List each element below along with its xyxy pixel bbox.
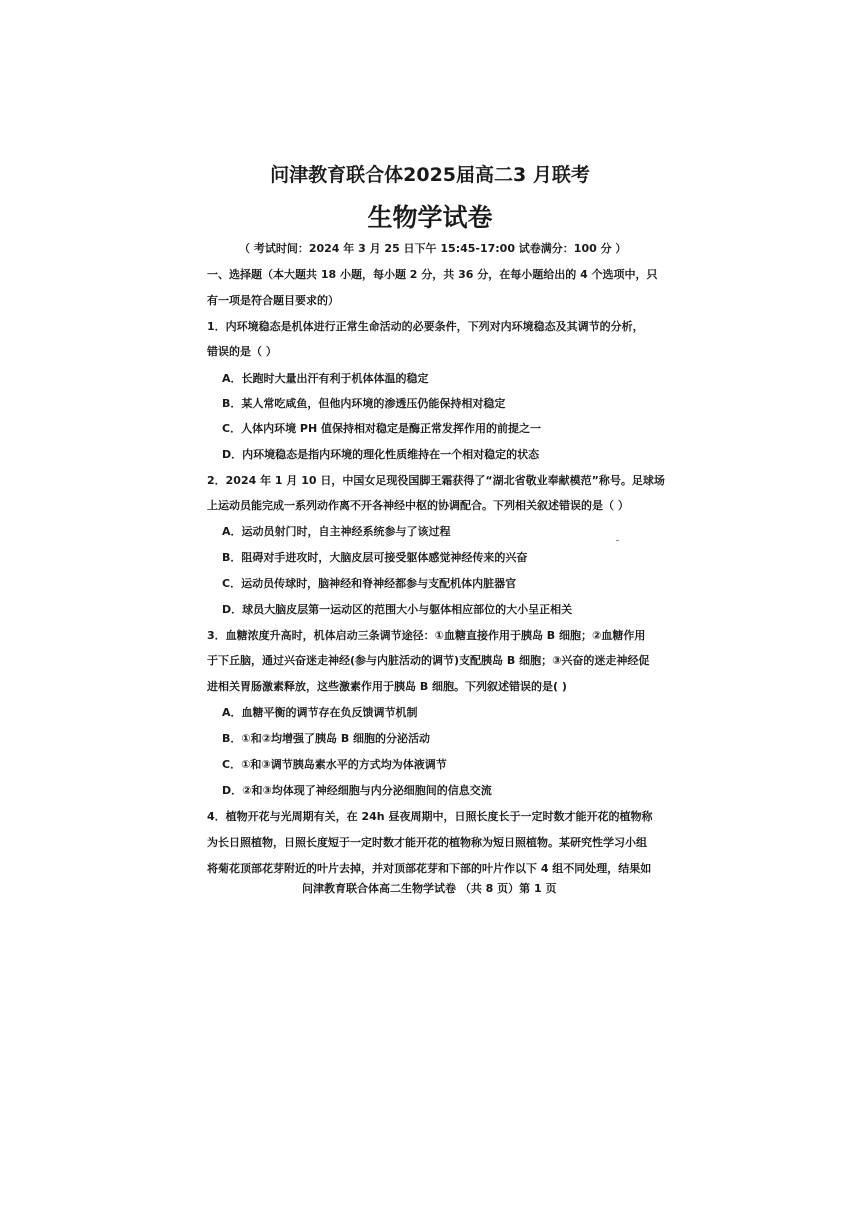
exam-title: 问津教育联合体2025届高二3 月联考: [270, 164, 590, 186]
question-2-option-d: D．球员大脑皮层第一运动区的范围大小与躯体相应部位的大小呈正相关: [222, 603, 573, 616]
question-3-option-d: D．②和③均体现了神经细胞与内分泌细胞间的信息交流: [222, 784, 492, 797]
question-3-option-b: B．①和②均增强了胰岛 B 细胞的分泌活动: [222, 732, 431, 745]
page-footer: 问津教育联合体高二生物学试卷 （共 8 页）第 1 页: [302, 882, 557, 895]
question-4-stem-line-2: 为长日照植物，日照长度短于一定时数才能开花的植物称为短日照植物。某研究性学习小组: [207, 836, 647, 849]
exam-subtitle: 生物学试卷: [367, 203, 493, 232]
question-1-option-d: D．内环境稳态是指内环境的理化性质维持在一个相对稳定的状态: [222, 448, 540, 461]
question-1-stem-line-2: 错误的是（ ）: [207, 345, 277, 358]
exam-info: （ 考试时间：2024 年 3 月 25 日下午 15:45-17:00 试卷满分：100 分 ）: [239, 242, 627, 255]
question-3-option-c: C．①和③调节胰岛素水平的方式均为体液调节: [222, 758, 447, 771]
question-4-stem-line-1: 4．植物开花与光周期有关，在 24h 昼夜周期中，日照长度长于一定时数才能开花的植物称: [207, 810, 653, 823]
section-heading-line-2: 有一项是符合题目要求的）: [207, 294, 339, 307]
question-1-stem-line-1: 1．内环境稳态是机体进行正常生命活动的必要条件，下列对内环境稳态及其调节的分析，: [207, 320, 644, 333]
question-3-option-a: A．血糖平衡的调节存在负反馈调节机制: [222, 706, 418, 719]
scan-speck: [616, 540, 619, 541]
question-2-stem-line-1: 2．2024 年 1 月 10 日，中国女足现役国脚王霜获得了“湖北省敬业奉献模范”称号。足球场: [207, 474, 665, 487]
question-2-option-a: A．运动员射门时，自主神经系统参与了该过程: [222, 525, 451, 538]
question-3-stem-line-3: 进相关胃肠激素释放，这些激素作用于胰岛 B 细胞。下列叙述错误的是( ): [207, 680, 567, 693]
question-4-stem-line-3: 将菊花顶部花芽附近的叶片去掉，并对顶部花芽和下部的叶片作以下 4 组不同处理，结果如: [207, 862, 652, 875]
question-2-option-b: B．阻碍对手进攻时，大脑皮层可接受躯体感觉神经传来的兴奋: [222, 551, 528, 564]
question-1-option-a: A．长跑时大量出汗有利于机体体温的稳定: [222, 372, 429, 385]
question-1-option-c: C．人体内环境 PH 值保持相对稳定是酶正常发挥作用的前提之一: [222, 422, 541, 435]
question-2-option-c: C．运动员传球时，脑神经和脊神经都参与支配机体内脏器官: [222, 577, 517, 590]
question-1-option-b: B．某人常吃咸鱼，但他内环境的渗透压仍能保持相对稳定: [222, 397, 506, 410]
question-3-stem-line-2: 于下丘脑，通过兴奋迷走神经(参与内脏活动的调节)支配胰岛 B 细胞；③兴奋的迷走神经促: [207, 654, 650, 667]
section-heading-line-1: 一、选择题（本大题共 18 小题，每小题 2 分，共 36 分，在每小题给出的 4 个选项中，只: [207, 268, 658, 281]
question-3-stem-line-1: 3．血糖浓度升高时，机体启动三条调节途径：①血糖直接作用于胰岛 B 细胞；②血糖作用: [207, 629, 646, 642]
question-2-stem-line-2: 上运动员能完成一系列动作离不开各神经中枢的协调配合。下列相关叙述错误的是（ ）: [207, 499, 629, 512]
